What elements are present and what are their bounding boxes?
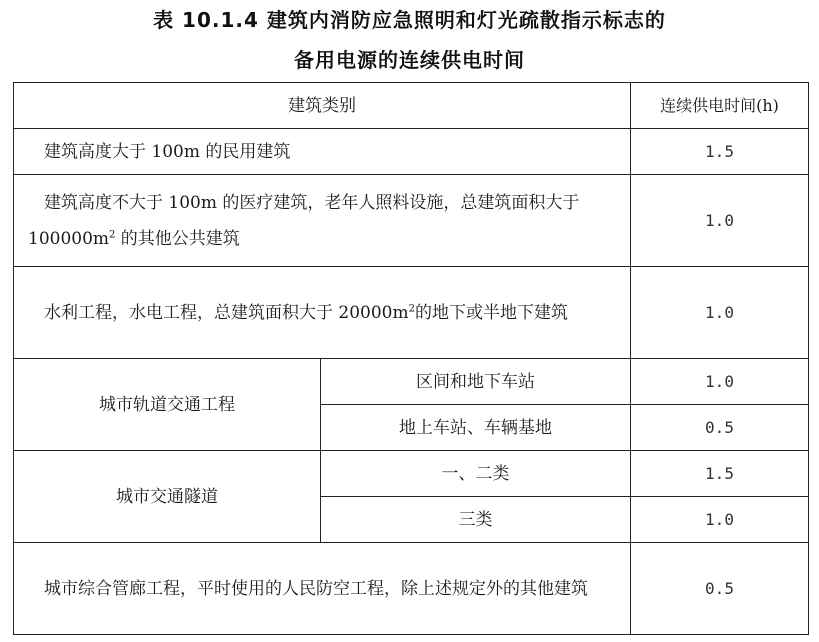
time-value-cell: 0.5	[631, 405, 809, 451]
category-text-cont: 的地下或半地下建筑	[414, 302, 568, 323]
category-cell: 建筑高度大于 100m 的民用建筑	[14, 129, 631, 175]
subcategory-cell: 一、二类	[321, 451, 631, 497]
category-cell	[14, 267, 631, 359]
time-value-cell: 1.0	[631, 267, 809, 359]
time-value-cell: 1.5	[631, 129, 809, 175]
header-supply-time: 连续供电时间(h)	[631, 83, 809, 129]
time-value-cell: 0.5	[631, 543, 809, 635]
time-value-cell: 1.0	[631, 175, 809, 267]
superscript-2: 2	[109, 228, 116, 240]
category-cell	[14, 175, 631, 267]
rail-transit-category-cell: 城市轨道交通工程	[14, 359, 321, 451]
table-row	[14, 451, 809, 497]
table-row	[14, 175, 809, 267]
table-row	[14, 359, 809, 405]
tunnel-category-cell: 城市交通隧道	[14, 451, 321, 543]
category-text-cont: 的其他公共建筑	[115, 228, 240, 249]
table-title-line-1: 表 10.1.4 建筑内消防应急照明和灯光疏散指示标志的	[153, 8, 666, 32]
power-supply-time-table	[13, 82, 809, 635]
table-row	[14, 543, 809, 635]
time-value-cell: 1.5	[631, 451, 809, 497]
category-cell: 城市综合管廊工程，平时使用的人民防空工程，除上述规定外的其他建筑	[14, 543, 631, 635]
time-value-cell: 1.0	[631, 359, 809, 405]
table-row	[14, 267, 809, 359]
table-title-line-2: 备用电源的连续供电时间	[294, 48, 525, 72]
category-text: 水利工程，水电工程，总建筑面积大于 20000m	[44, 302, 409, 323]
time-value-cell: 1.0	[631, 497, 809, 543]
subcategory-cell: 地上车站、车辆基地	[321, 405, 631, 451]
table-row	[14, 129, 809, 175]
superscript-2: 2	[408, 302, 415, 314]
subcategory-cell: 区间和地下车站	[321, 359, 631, 405]
table-header-row	[14, 83, 809, 129]
category-text: 建筑高度不大于 100m 的医疗建筑，老年人照料设施，总建筑面积大于 100000m	[28, 192, 580, 249]
header-building-category: 建筑类别	[14, 83, 631, 129]
subcategory-cell: 三类	[321, 497, 631, 543]
